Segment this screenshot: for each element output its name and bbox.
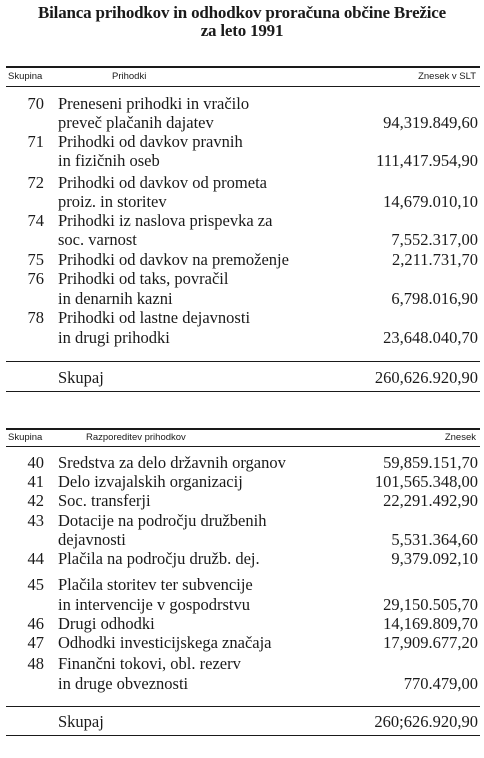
row-description-cont: soc. varnost	[58, 230, 137, 249]
row-description: Prihodki od davkov od prometa	[58, 173, 267, 192]
document-title: Bilanca prihodkov in odhodkov proračuna občine Brežice	[38, 3, 446, 22]
row-group-number: 46	[27, 614, 44, 633]
row-amount: 111,417.954,90	[376, 151, 478, 170]
row-group-number: 41	[27, 472, 44, 491]
row-amount: 7,552.317,00	[391, 230, 478, 249]
row-description: Sredstva za delo državnih organov	[58, 453, 286, 472]
row-description: Prihodki od lastne dejavnosti	[58, 308, 251, 327]
row-amount: 9,379.092,10	[391, 549, 478, 568]
row-amount: 770.479,00	[403, 674, 478, 693]
expenses-total-amount: 260;626.920,90	[374, 712, 478, 731]
row-amount: 14,679.010,10	[383, 192, 478, 211]
income-header-group: Skupina	[8, 71, 43, 82]
row-description-cont: in intervencije v gospodrstvu	[58, 595, 251, 614]
income-bottom-rule	[6, 391, 480, 392]
income-header-rule	[6, 86, 480, 87]
row-description: Prihodki iz naslova prispevka za	[58, 211, 273, 230]
row-group-number: 42	[27, 491, 44, 510]
row-amount: 2,211.731,70	[391, 250, 478, 269]
row-group-number: 72	[27, 173, 44, 192]
row-description: Odhodki investicijskega značaja	[58, 633, 272, 652]
row-description: Prihodki od taks, povračil	[58, 269, 229, 288]
row-amount: 5,531.364,60	[391, 530, 478, 549]
expenses-header-amount: Znesek	[444, 432, 476, 443]
row-description-cont: in druge obveznosti	[58, 674, 189, 693]
row-group-number: 75	[27, 250, 44, 269]
row-group-number: 44	[27, 549, 44, 568]
row-group-number: 40	[27, 453, 44, 472]
expenses-total-label: Skupaj	[58, 712, 104, 731]
row-group-number: 45	[27, 575, 44, 594]
row-group-number: 70	[27, 94, 44, 113]
row-description: Prihodki od davkov na premoženje	[58, 250, 289, 269]
row-amount: 101,565.348,00	[374, 472, 478, 491]
row-description: Dotacije na področju družbenih	[58, 511, 267, 530]
row-amount: 6,798.016,90	[391, 289, 478, 308]
row-description-cont: proiz. in storitev	[58, 192, 167, 211]
row-amount: 23,648.040,70	[383, 328, 478, 347]
row-description-cont: in denarnih kazni	[58, 289, 173, 308]
expenses-bottom-rule	[6, 735, 480, 736]
row-group-number: 43	[27, 511, 44, 530]
row-description: Preneseni prihodki in vračilo	[58, 94, 250, 113]
row-description: Finančni tokovi, obl. rezerv	[58, 654, 241, 673]
row-description: Plačila storitev ter subvencije	[58, 575, 253, 594]
income-total-rule	[6, 361, 480, 362]
row-description-cont: dejavnosti	[58, 530, 126, 549]
document-subtitle: za leto 1991	[200, 21, 284, 40]
expenses-total-rule	[6, 706, 480, 707]
expenses-header-group: Skupina	[8, 432, 43, 443]
row-group-number: 78	[27, 308, 44, 327]
row-amount: 29,150.505,70	[383, 595, 478, 614]
row-group-number: 71	[27, 132, 44, 151]
row-description-cont: preveč plačanih dajatev	[58, 113, 214, 132]
expenses-top-rule	[6, 428, 480, 430]
expenses-header-label: Razporeditev prihodkov	[86, 432, 186, 443]
income-top-rule	[6, 66, 480, 68]
income-header-label: Prihodki	[112, 71, 147, 82]
row-group-number: 48	[27, 654, 44, 673]
row-amount: 59,859.151,70	[383, 453, 478, 472]
income-total-label: Skupaj	[58, 368, 104, 387]
row-group-number: 74	[27, 211, 44, 230]
row-description: Plačila na področju družb. dej.	[58, 549, 260, 568]
row-amount: 14,169.809,70	[383, 614, 478, 633]
expenses-header-rule	[6, 446, 480, 447]
row-description: Drugi odhodki	[58, 614, 155, 633]
row-amount: 17,909.677,20	[383, 633, 478, 652]
row-description-cont: in fizičnih oseb	[58, 151, 160, 170]
income-header-amount: Znesek v SLT	[418, 71, 476, 82]
row-description-cont: in drugi prihodki	[58, 328, 170, 347]
row-amount: 94,319.849,60	[383, 113, 478, 132]
income-total-amount: 260,626.920,90	[374, 368, 478, 387]
row-description: Prihodki od davkov pravnih	[58, 132, 243, 151]
row-amount: 22,291.492,90	[383, 491, 478, 510]
row-group-number: 47	[27, 633, 44, 652]
row-group-number: 76	[27, 269, 44, 288]
row-description: Soc. transferji	[58, 491, 151, 510]
row-description: Delo izvajalskih organizacij	[58, 472, 243, 491]
